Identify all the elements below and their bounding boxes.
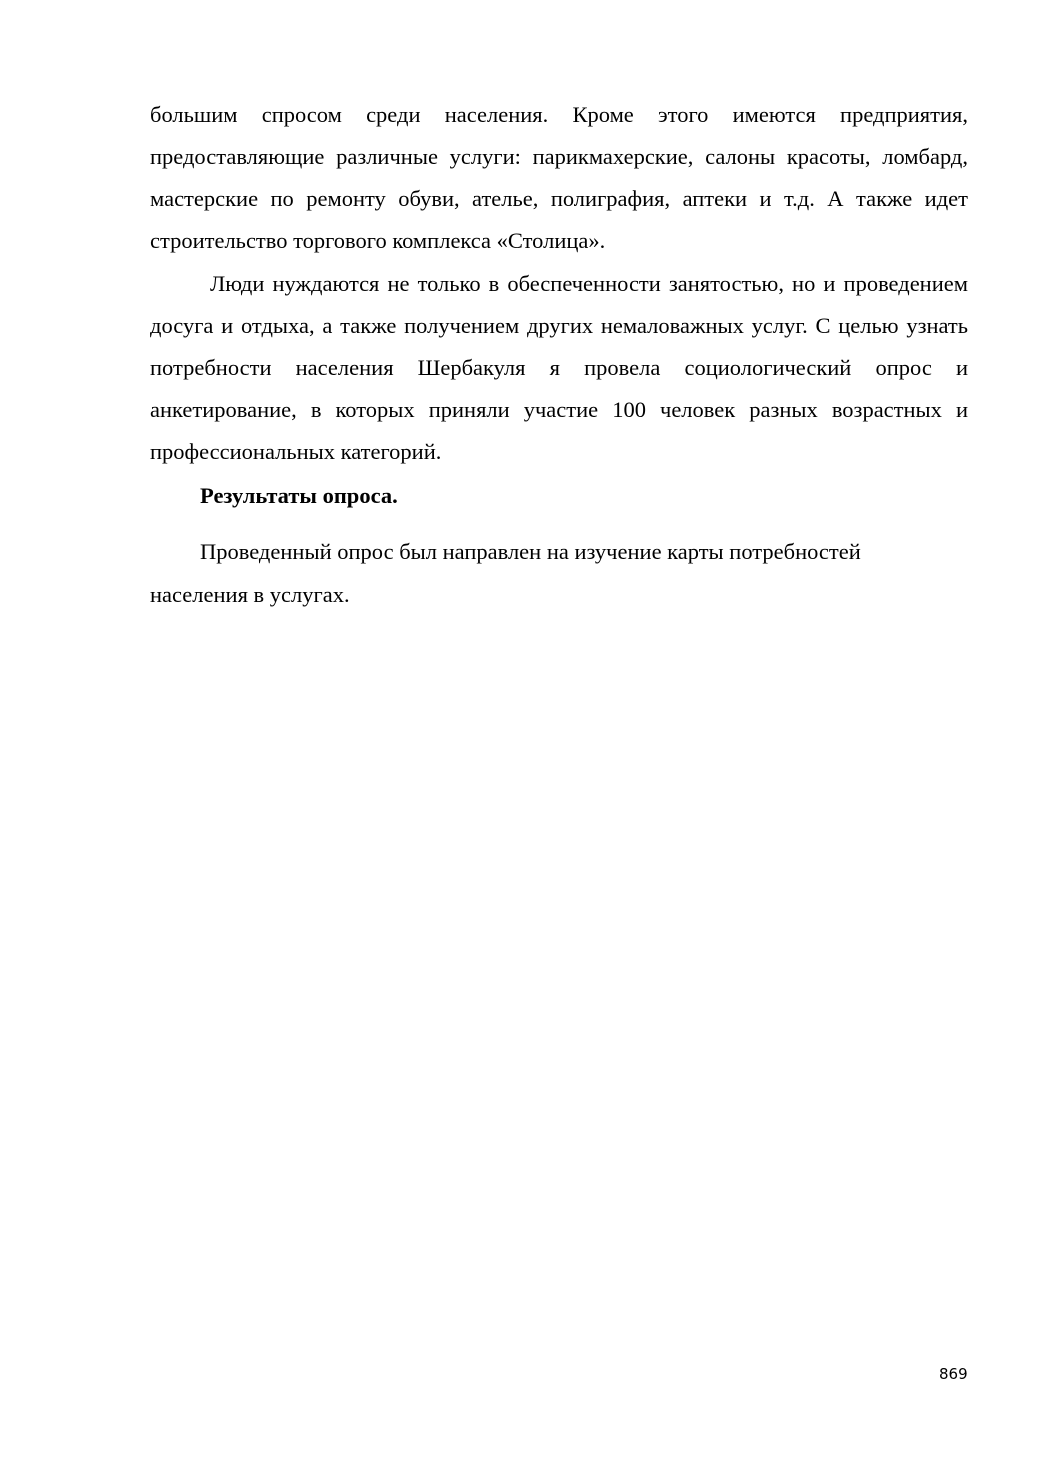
paragraph-line: населения в услугах. bbox=[150, 582, 350, 607]
paragraph-line: Проведенный опрос был направлен на изучение карты потребностей bbox=[200, 539, 861, 564]
paragraph-intro-services: большим спросом среди населения. Кроме этого имеются предприятия, предоставляющие различные услуги: парикмахерские, салоны красоты, ломбард, мастерские по ремонту обуви, ателье, полиграфия, аптеки и т.д. А также идет строительство торгового комплекса «Столица». bbox=[150, 102, 968, 253]
section-heading-survey-results: Результаты опроса. bbox=[200, 483, 398, 508]
paragraph-survey-description: Люди нуждаются не только в обеспеченности занятостью, но и проведением досуга и отдыха, а также получением других немаловажных услуг. С целью узнать потребности населения Шербакуля я провела социологический опрос и анкетирование, в которых приняли участие 100 человек разных возрастных и профессиональных категорий. bbox=[150, 271, 968, 464]
paragraph-survey-purpose bbox=[150, 530, 968, 616]
page-number: 869 bbox=[939, 1365, 968, 1383]
